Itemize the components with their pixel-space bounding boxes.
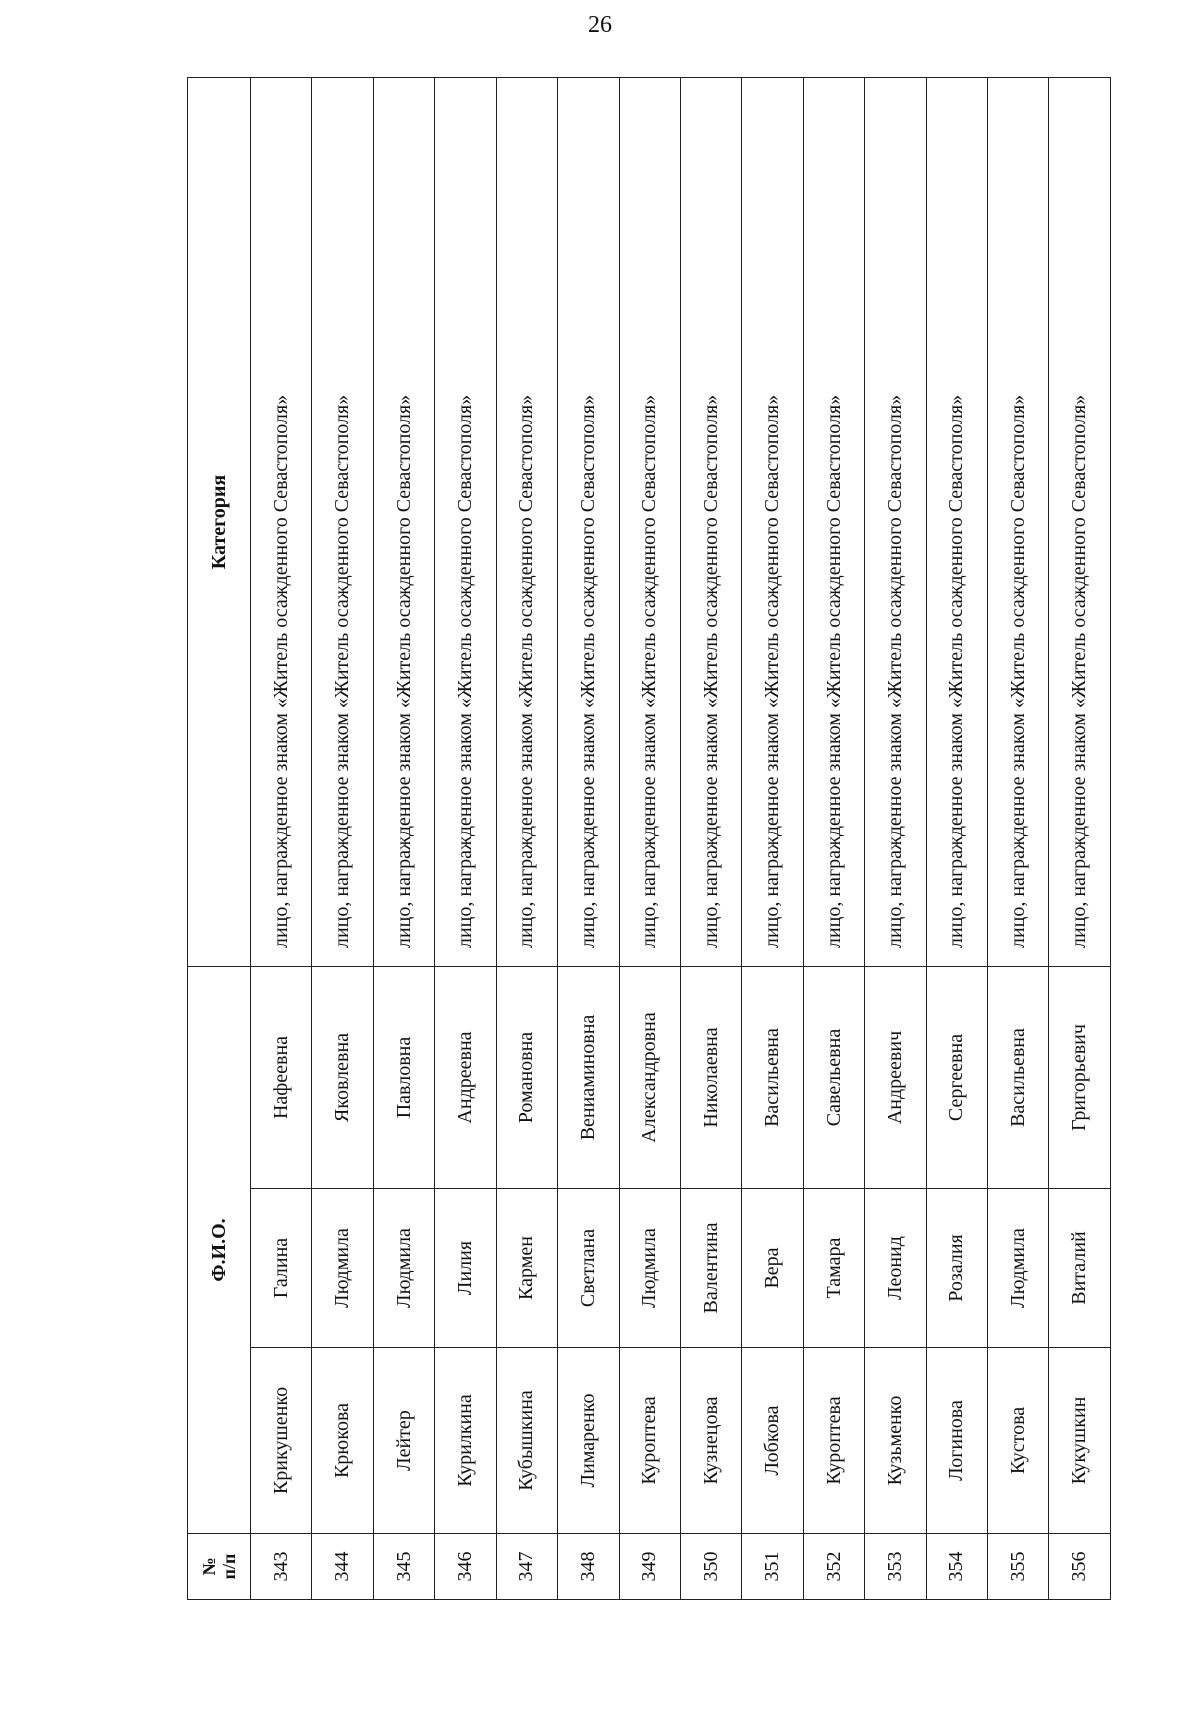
category: лицо, награжденное знаком «Житель осажденного Севастополя» [1049, 78, 1111, 967]
last-name: Крикушенко [251, 1348, 312, 1534]
last-name: Кубышкина [496, 1348, 557, 1534]
rotated-table-wrapper [187, 78, 1111, 1600]
row-number: 346 [435, 1534, 496, 1600]
category: лицо, награжденное знаком «Житель осажденного Севастополя» [926, 78, 987, 967]
category: лицо, награжденное знаком «Житель осажденного Севастополя» [619, 78, 680, 967]
first-name: Людмила [373, 1189, 434, 1348]
category: лицо, награжденное знаком «Житель осажденного Севастополя» [865, 78, 926, 967]
last-name: Логинова [926, 1348, 987, 1534]
table-row [803, 78, 864, 1600]
first-name: Кармен [496, 1189, 557, 1348]
table-row [312, 78, 373, 1600]
first-name: Светлана [558, 1189, 619, 1348]
table-row [435, 78, 496, 1600]
last-name: Куроптева [619, 1348, 680, 1534]
first-name: Тамара [803, 1189, 864, 1348]
table-row [865, 78, 926, 1600]
patronymic: Васильевна [742, 967, 803, 1189]
page-number: 26 [588, 12, 612, 38]
first-name: Валентина [680, 1189, 741, 1348]
first-name: Галина [251, 1189, 312, 1348]
row-number: 350 [680, 1534, 741, 1600]
first-name: Людмила [988, 1189, 1049, 1348]
table-row [988, 78, 1049, 1600]
table-row [619, 78, 680, 1600]
category: лицо, награжденное знаком «Житель осажденного Севастополя» [496, 78, 557, 967]
patronymic: Андреевич [865, 967, 926, 1189]
table-row [251, 78, 312, 1600]
last-name: Кустова [988, 1348, 1049, 1534]
patronymic: Андреевна [435, 967, 496, 1189]
patronymic: Романовна [496, 967, 557, 1189]
table-row [680, 78, 741, 1600]
table-header-row [188, 78, 251, 1600]
last-name: Кузнецова [680, 1348, 741, 1534]
patronymic: Вениаминовна [558, 967, 619, 1189]
patronymic: Александровна [619, 967, 680, 1189]
table-body [251, 78, 1111, 1600]
first-name: Людмила [312, 1189, 373, 1348]
row-number: 354 [926, 1534, 987, 1600]
header-num-line2: п/п [219, 1553, 239, 1580]
category: лицо, награжденное знаком «Житель осажденного Севастополя» [251, 78, 312, 967]
first-name: Лилия [435, 1189, 496, 1348]
table-row [558, 78, 619, 1600]
category: лицо, награжденное знаком «Житель осажденного Севастополя» [312, 78, 373, 967]
category: лицо, награжденное знаком «Житель осажденного Севастополя» [988, 78, 1049, 967]
table-row [1049, 78, 1111, 1600]
first-name: Виталий [1049, 1189, 1111, 1348]
header-category: Категория [188, 78, 251, 967]
category: лицо, награжденное знаком «Житель осажденного Севастополя» [680, 78, 741, 967]
row-number: 353 [865, 1534, 926, 1600]
row-number: 343 [251, 1534, 312, 1600]
row-number: 355 [988, 1534, 1049, 1600]
patronymic: Николаевна [680, 967, 741, 1189]
first-name: Леонид [865, 1189, 926, 1348]
patronymic: Савельевна [803, 967, 864, 1189]
patronymic: Васильевна [988, 967, 1049, 1189]
row-number: 348 [558, 1534, 619, 1600]
header-fio: Ф.И.О. [188, 967, 251, 1534]
first-name: Вера [742, 1189, 803, 1348]
row-number: 349 [619, 1534, 680, 1600]
table-row [373, 78, 434, 1600]
last-name: Кузьменко [865, 1348, 926, 1534]
last-name: Лейтер [373, 1348, 434, 1534]
row-number: 356 [1049, 1534, 1111, 1600]
table-row [496, 78, 557, 1600]
row-number: 352 [803, 1534, 864, 1600]
first-name: Розалия [926, 1189, 987, 1348]
last-name: Лимаренко [558, 1348, 619, 1534]
last-name: Лобкова [742, 1348, 803, 1534]
row-number: 347 [496, 1534, 557, 1600]
patronymic: Григорьевич [1049, 967, 1111, 1189]
category: лицо, награжденное знаком «Житель осажденного Севастополя» [373, 78, 434, 967]
row-number: 345 [373, 1534, 434, 1600]
recipients-table [187, 77, 1111, 1600]
last-name: Куроптева [803, 1348, 864, 1534]
category: лицо, награжденное знаком «Житель осажденного Севастополя» [558, 78, 619, 967]
patronymic: Павловна [373, 967, 434, 1189]
table-row [742, 78, 803, 1600]
table-row [926, 78, 987, 1600]
category: лицо, награжденное знаком «Житель осажденного Севастополя» [803, 78, 864, 967]
category: лицо, награжденное знаком «Житель осажденного Севастополя» [435, 78, 496, 967]
patronymic: Сергеевна [926, 967, 987, 1189]
patronymic: Яковлевна [312, 967, 373, 1189]
last-name: Курилкина [435, 1348, 496, 1534]
last-name: Кукушкин [1049, 1348, 1111, 1534]
last-name: Крюкова [312, 1348, 373, 1534]
row-number: 344 [312, 1534, 373, 1600]
header-num [188, 1534, 251, 1600]
first-name: Людмила [619, 1189, 680, 1348]
category: лицо, награжденное знаком «Житель осажденного Севастополя» [742, 78, 803, 967]
header-num-line1: № [199, 1557, 219, 1576]
row-number: 351 [742, 1534, 803, 1600]
patronymic: Нафеевна [251, 967, 312, 1189]
